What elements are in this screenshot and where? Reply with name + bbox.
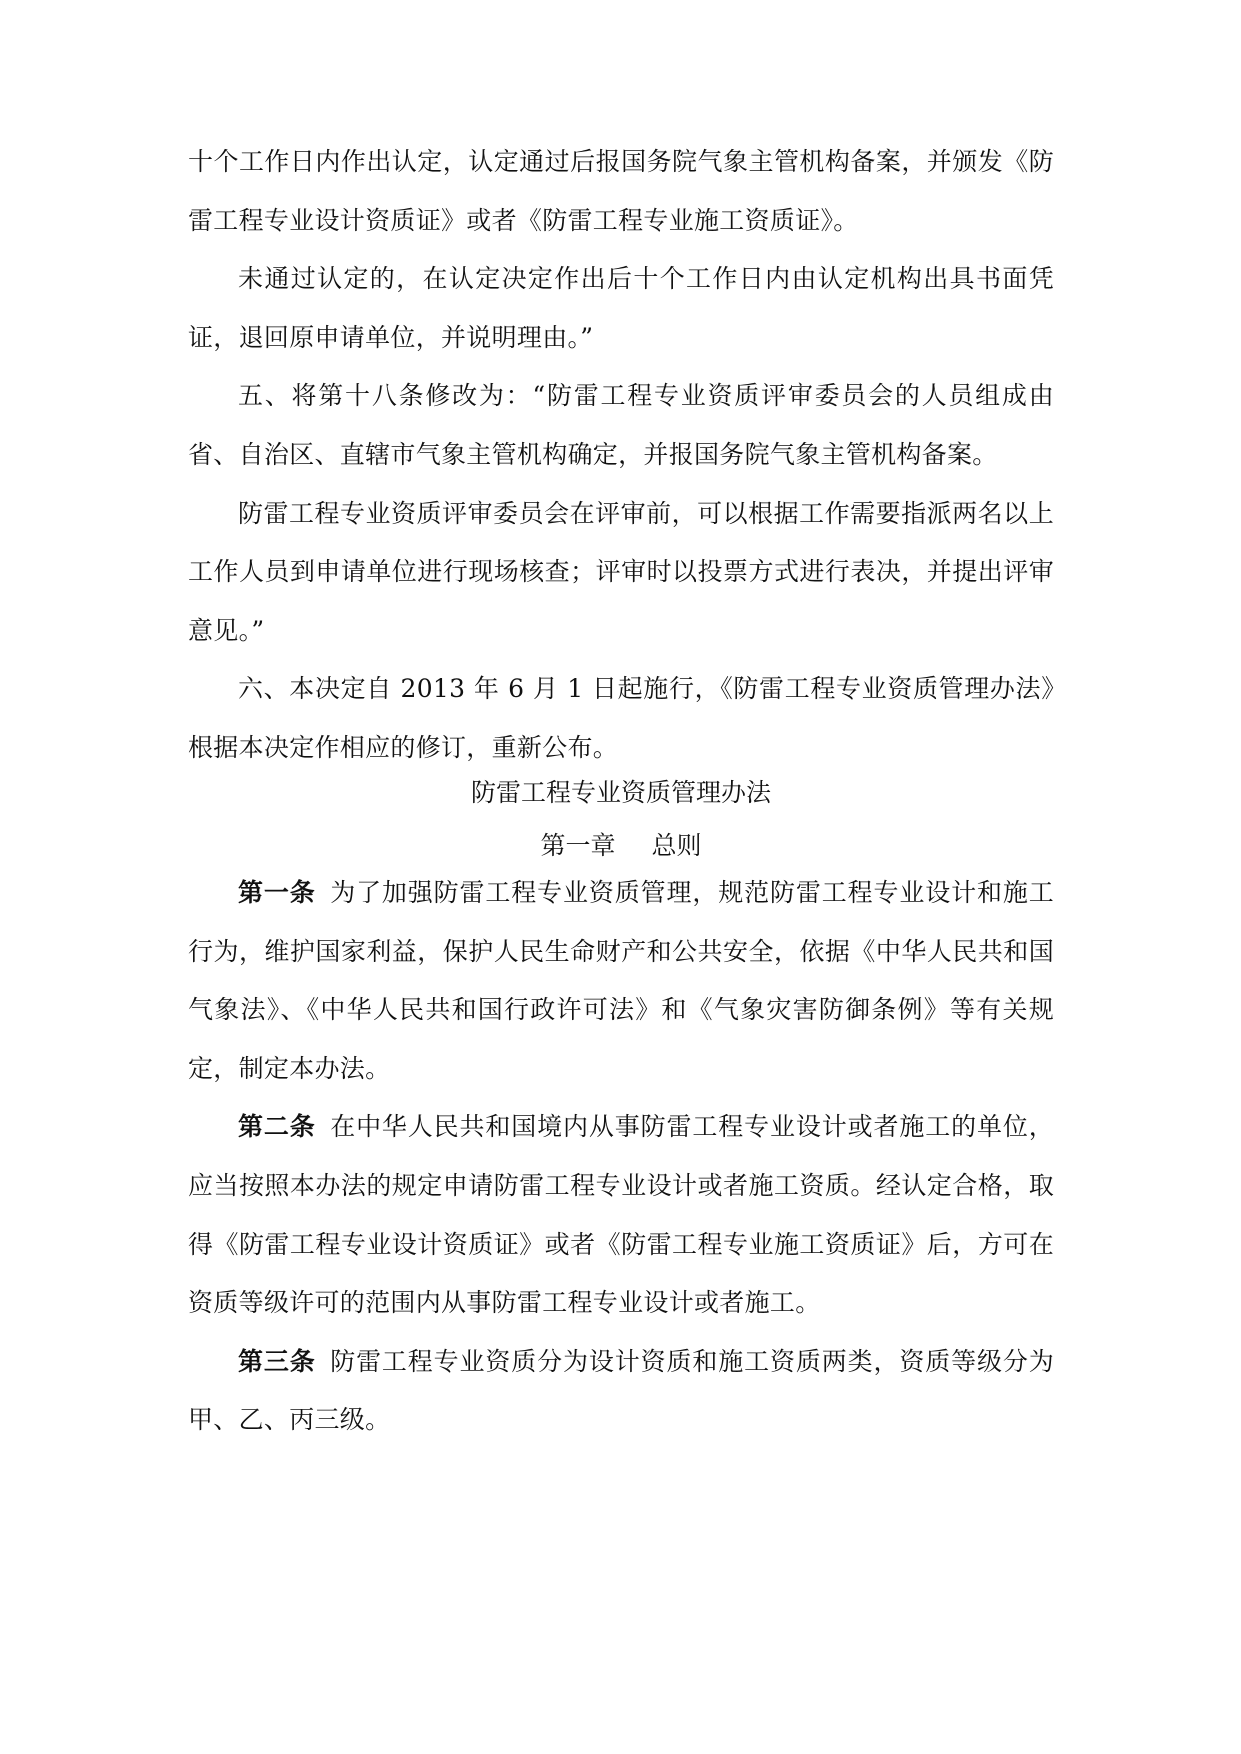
- paragraph-review-committee: 防雷工程专业资质评审委员会在评审前，可以根据工作需要指派两名以上工作人员到申请单位进行现场核查；评审时以投票方式进行表决，并提出评审意见。”: [188, 498, 1054, 645]
- article-text: 为了加强防雷工程专业资质管理，规范防雷工程专业设计和施工行为，维护国家利益，保护人民生命财产和公共安全，依据《中华人民共和国气象法》、《中华人民共和国行政许可法》和《气象灾害防御条例》等有关规定，制定本办法。: [188, 878, 1055, 1083]
- document-title: 防雷工程专业资质管理办法: [470, 778, 771, 807]
- chapter-name: 总则: [651, 831, 702, 860]
- paragraph-item-five: 五、将第十八条修改为：“防雷工程专业资质评审委员会的人员组成由省、自治区、直辖市气象主管机构确定，并报国务院气象主管机构备案。: [188, 381, 1054, 469]
- article-label: 第三条: [238, 1346, 316, 1376]
- article-text: 防雷工程专业资质分为设计资质和施工资质两类，资质等级分为甲、乙、丙三级。: [188, 1346, 1055, 1435]
- article-label: 第一条: [238, 878, 316, 907]
- article-label: 第二条: [238, 1112, 316, 1142]
- article-2: [188, 1098, 1054, 1332]
- paragraph-item-six: 六、本决定自 2013 年 6 月 1 日起施行，《防雷工程专业资质管理办法》根据本决定作相应的修订，重新公布。: [188, 674, 1054, 762]
- chapter-number: 第一章: [540, 831, 616, 860]
- decision-text-block: [188, 133, 1054, 778]
- paragraph-not-approved: 未通过认定的，在认定决定作出后十个工作日内由认定机构出具书面凭证，退回原申请单位，并说明理由。”: [188, 264, 1054, 352]
- chapter-heading: [188, 826, 1054, 862]
- paragraph-continuation: 十个工作日内作出认定，认定通过后报国务院气象主管机构备案，并颁发《防雷工程专业设计资质证》或者《防雷工程专业施工资质证》。: [188, 147, 1054, 235]
- articles-block: [188, 864, 1054, 1450]
- article-text: 在中华人民共和国境内从事防雷工程专业设计或者施工的单位，应当按照本办法的规定申请防雷工程专业设计或者施工资质。经认定合格，取得《防雷工程专业设计资质证》或者《防雷工程专业施工资质证》后，方可在资质等级许可的范围内从事防雷工程专业设计或者施工。: [188, 1112, 1055, 1318]
- article-3: [188, 1333, 1054, 1450]
- article-1: [188, 864, 1054, 1098]
